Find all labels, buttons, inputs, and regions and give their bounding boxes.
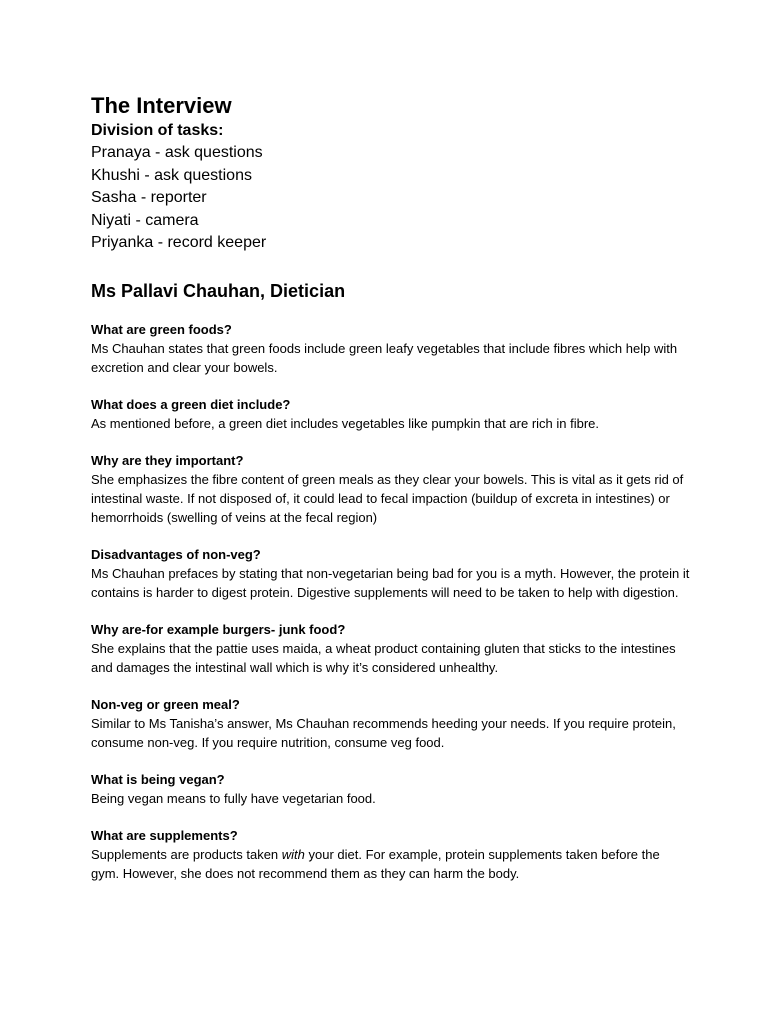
question: What does a green diet include? — [91, 396, 291, 412]
division-heading: Division of tasks: — [91, 122, 224, 139]
answer-text: your diet. For example, protein supplements taken before the gym. However, she does not recommend them as they can harm the body. — [91, 846, 660, 881]
question: What are green foods? — [91, 321, 232, 337]
task-item: Khushi - ask questions — [91, 166, 252, 184]
question: Why are they important? — [91, 452, 244, 468]
qa-item — [91, 826, 691, 883]
answer — [91, 845, 691, 883]
question: Non-veg or green meal? — [91, 696, 240, 712]
task-item: Sasha - reporter — [91, 189, 207, 206]
interviewee-heading: Ms Pallavi Chauhan, Dietician — [91, 280, 346, 301]
qa-item — [91, 451, 691, 527]
answer: As mentioned before, a green diet includes vegetables like pumpkin that are rich in fibre. — [91, 415, 600, 431]
qa-item — [91, 620, 691, 677]
task-item: Pranaya - ask questions — [91, 144, 263, 161]
answer: Ms Chauhan prefaces by stating that non-vegetarian being bad for you is a myth. However, the protein it contains is harder to digest protein. Digestive supplements will need to be taken to help with digestion. — [91, 565, 690, 600]
qa-item — [91, 695, 691, 752]
question: Why are-for example burgers- junk food? — [91, 621, 346, 637]
answer-emphasis: with — [281, 846, 305, 862]
question: Disadvantages of non-veg? — [91, 546, 261, 562]
answer: She explains that the pattie uses maida, a wheat product containing gluten that sticks to the intestines and damages the intestinal wall which is why it’s considered unhealthy. — [91, 640, 676, 675]
qa-item — [91, 545, 691, 602]
question: What are supplements? — [91, 827, 238, 843]
answer: Ms Chauhan states that green foods include green leafy vegetables that include fibres which help with excretion and clear your bowels. — [91, 340, 678, 375]
page-title: The Interview — [91, 93, 232, 118]
answer: She emphasizes the fibre content of green meals as they clear your bowels. This is vital as it gets rid of intestinal waste. If not disposed of, it could lead to fecal impaction (buildup of excreta in intestines) or hemorrhoids (swelling of veins at the fecal region) — [91, 471, 684, 525]
task-list — [91, 142, 691, 255]
qa-item — [91, 770, 691, 808]
qa-list — [91, 320, 691, 883]
answer: Being vegan means to fully have vegetarian food. — [91, 790, 376, 806]
task-item: Priyanka - record keeper — [91, 234, 267, 251]
answer-text: Supplements are products taken — [91, 846, 282, 862]
qa-item — [91, 395, 691, 433]
document-page — [91, 92, 691, 901]
answer: Similar to Ms Tanisha’s answer, Ms Chauhan recommends heeding your needs. If you require protein, consume non-veg. If you require nutrition, consume veg food. — [91, 715, 676, 750]
task-item: Niyati - camera — [91, 211, 199, 229]
qa-item — [91, 320, 691, 377]
question: What is being vegan? — [91, 771, 225, 787]
